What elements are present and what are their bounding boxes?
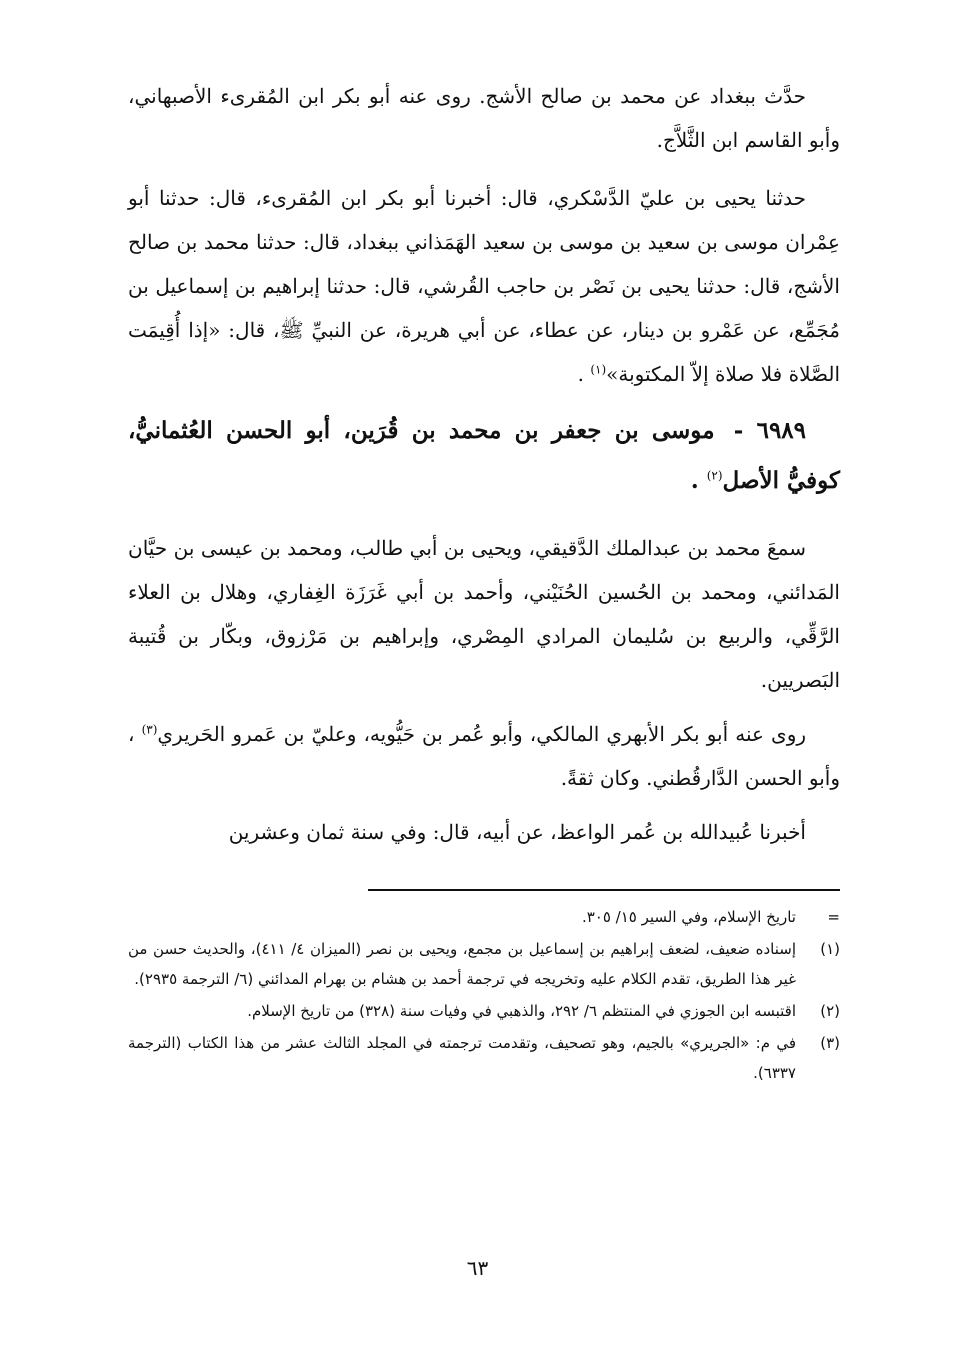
footnote-mark: (٣) — [820, 1034, 840, 1052]
footnote-text: إسناده ضعيف، لضعف إبراهيم بن إسماعيل بن مجمع، ويحيى بن نصر (الميزان ٤/ ٤١١)، والحديث حسن من غير هذا الطريق، تقدم الكلام عليه وتخريجه في ترجمة أحمد بن هشام بن بهرام المدائني (٦/ الترجمة ٢٩٣٥). — [128, 940, 796, 988]
entry-title: موسى بن جعفر بن محمد بن قُرَين، أبو الحسن العُثمانيُّ، كوفيُّ الأصل — [128, 417, 840, 494]
footnote-ref-3: (٣) — [141, 722, 158, 737]
footnote-ref-2: (٢) — [706, 468, 723, 483]
paragraph-text: حدثنا يحيى بن عليّ الدَّسْكري، قال: أخبرنا أبو بكر ابن المُقرىء، قال: حدثنا أبو عِمْران موسى بن سعيد بن موسى بن سعيد الهَمَذاني ببغداد، قال: حدثنا محمد بن صالح الأشج، قال: حدثنا يحيى بن نَصْر بن حاجب القُرشي، قال: حدثنا إبراهيم بن إسماعيل بن مُجَمِّع، عن عَمْرو بن دينار، عن عطاء، عن أبي هريرة، عن النبيِّ ﷺ، قال: «إذا أُقِيمَت الصَّلاة فلا صلاة إلاّ المكتوبة» — [128, 186, 840, 386]
footnote-mark: = — [827, 908, 840, 926]
footnote-mark: (٢) — [820, 1002, 840, 1020]
footnote-separator — [368, 889, 840, 891]
footnote-text: اقتبسه ابن الجوزي في المنتظم ٦/ ٢٩٢، والذهبي في وفيات سنة (٣٢٨) من تاريخ الإسلام. — [247, 1002, 796, 1020]
footnote-ref-1: (١) — [590, 362, 607, 377]
main-text — [128, 74, 840, 868]
paragraph-text: أخبرنا عُبيدالله بن عُمر الواعظ، عن أبيه، قال: وفي سنة ثمان وعشرين — [228, 820, 806, 844]
paragraph-teachers — [128, 526, 840, 702]
biography-entry-heading — [128, 406, 840, 506]
paragraph-text: حدَّث ببغداد عن محمد بن صالح الأشج. روى عنه أبو بكر ابن المُقرىء الأصبهاني، وأبو القاسم ابن الثَّلاَّج. — [128, 84, 840, 152]
paragraph-students — [128, 712, 840, 800]
footnote-continuation — [128, 902, 840, 932]
entry-number: ٦٩٨٩ - — [733, 417, 807, 444]
footnote-1 — [128, 934, 840, 994]
paragraph-text: روى عنه أبو بكر الأبهري المالكي، وأبو عُمر بن حَيُّويه، وعليّ بن عَمرو الحَريري — [157, 722, 807, 746]
paragraph-text: سمعَ محمد بن عبدالملك الدَّقيقي، ويحيى بن أبي طالب، ومحمد بن عيسى بن حيَّان المَدائني، ومحمد بن الحُسين الحُنَيْني، وأحمد بن أبي غَرَزَة الغِفاري، وهلال بن العلاء الرَّقِّي، والربيع بن سُليمان المرادي المِصْري، وإبراهيم بن مَرْزوق، وبكّار بن قُتيبة البَصريين. — [128, 536, 840, 692]
footnotes — [128, 902, 840, 1090]
page-number: ٦٣ — [466, 1256, 489, 1280]
paragraph-hadith-chain — [128, 176, 840, 396]
footnote-text: تاريخ الإسلام، وفي السير ١٥/ ٣٠٥. — [581, 908, 796, 926]
paragraph-narrator-info — [128, 74, 840, 162]
footnote-mark: (١) — [820, 940, 840, 958]
paragraph-end: . — [577, 362, 591, 386]
footnote-text: في م: «الجريري» بالجيم، وهو تصحيف، وتقدمت ترجمته في المجلد الثالث عشر من هذا الكتاب (الترجمة ٦٣٣٧). — [128, 1034, 796, 1082]
paragraph-report — [128, 810, 840, 854]
entry-end: . — [690, 467, 707, 494]
footnote-3 — [128, 1028, 840, 1088]
paragraph-text-continued: ، وأبو الحسن الدَّارقُطني. وكان ثقةً. — [128, 722, 840, 790]
footnote-2 — [128, 996, 840, 1026]
